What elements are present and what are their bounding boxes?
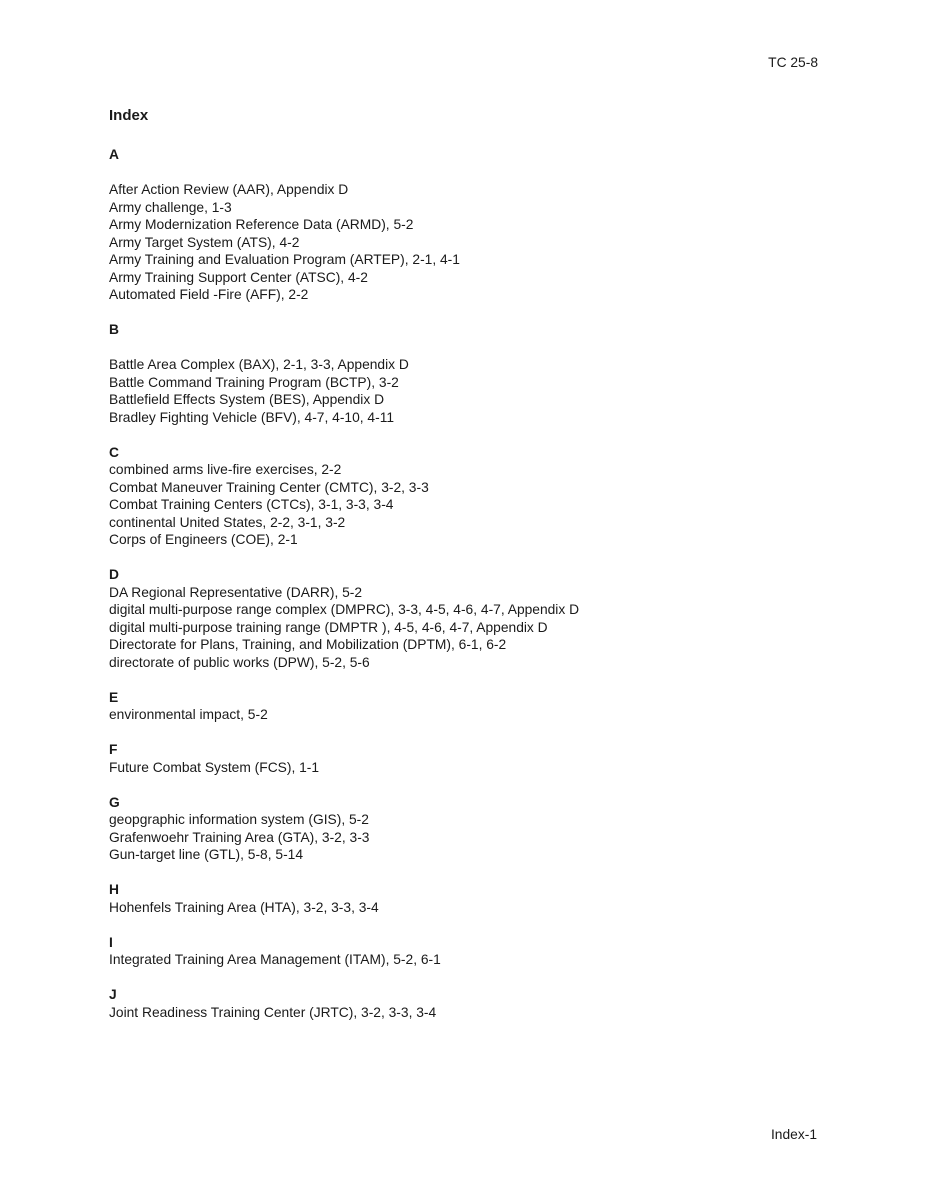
section-letter: D [109, 567, 119, 582]
index-entry: Army Training Support Center (ATSC), 4-2 [109, 269, 368, 285]
index-entry: Hohenfels Training Area (HTA), 3-2, 3-3, 3-4 [109, 899, 379, 915]
index-entry: Integrated Training Area Management (ITAM), 5-2, 6-1 [109, 952, 441, 967]
section-entries [109, 706, 829, 724]
index-entry: environmental impact, 5-2 [109, 707, 268, 722]
section-entries [109, 584, 829, 672]
index-section [109, 986, 829, 1021]
section-entries [109, 899, 829, 917]
index-content [109, 107, 829, 1021]
index-entry: Corps of Engineers (COE), 2-1 [109, 532, 298, 547]
index-entry: Battle Area Complex (BAX), 2-1, 3-3, Appendix D [109, 357, 409, 372]
index-entry: Army challenge, 1-3 [109, 199, 232, 215]
index-entry: digital multi-purpose training range (DMPTR ), 4-5, 4-6, 4-7, Appendix D [109, 619, 548, 635]
index-entry: Automated Field -Fire (AFF), 2-2 [109, 287, 309, 302]
index-entry: Battle Command Training Program (BCTP), 3-2 [109, 374, 399, 390]
index-entry: geopgraphic information system (GIS), 5-2 [109, 812, 369, 827]
index-entry: combined arms live-fire exercises, 2-2 [109, 462, 342, 477]
section-letter: H [109, 882, 119, 897]
index-entry: directorate of public works (DPW), 5-2, 5-6 [109, 654, 370, 670]
index-section [109, 321, 829, 426]
index-entry: Future Combat System (FCS), 1-1 [109, 759, 320, 775]
index-section [109, 566, 829, 671]
section-entries [109, 356, 829, 426]
index-section [109, 444, 829, 549]
section-entries [109, 811, 829, 864]
page-title: Index [109, 107, 149, 124]
section-entries [109, 1004, 829, 1022]
index-entry: continental United States, 2-2, 3-1, 3-2 [109, 514, 346, 530]
index-entry: Battlefield Effects System (BES), Appendix D [109, 392, 385, 407]
section-letter: G [109, 794, 120, 810]
section-letter: F [109, 742, 118, 757]
index-section [109, 146, 829, 304]
index-entry: Grafenwoehr Training Area (GTA), 3-2, 3-3 [109, 829, 370, 845]
section-entries [109, 759, 829, 777]
index-entry: Army Training and Evaluation Program (ARTEP), 2-1, 4-1 [109, 252, 460, 267]
section-entries [109, 461, 829, 549]
index-entry: Army Modernization Reference Data (ARMD), 5-2 [109, 217, 414, 232]
doc-number: TC 25-8 [768, 55, 818, 70]
index-entry: Combat Maneuver Training Center (CMTC), 3-2, 3-3 [109, 479, 429, 495]
index-section [109, 881, 829, 916]
section-letter: C [109, 444, 119, 460]
section-letter: I [109, 934, 113, 950]
index-section [109, 794, 829, 864]
section-letter: A [109, 147, 119, 162]
index-sections [109, 146, 829, 1021]
page-number: Index-1 [770, 1127, 817, 1142]
index-entry: digital multi-purpose range complex (DMPRC), 3-3, 4-5, 4-6, 4-7, Appendix D [109, 602, 580, 617]
index-entry: Army Target System (ATS), 4-2 [109, 234, 300, 250]
index-entry: Joint Readiness Training Center (JRTC), 3-2, 3-3, 3-4 [109, 1004, 437, 1020]
section-letter: B [109, 322, 119, 337]
section-entries [109, 181, 829, 304]
section-letter: E [109, 689, 119, 705]
index-section [109, 741, 829, 776]
index-entry: DA Regional Representative (DARR), 5-2 [109, 584, 363, 600]
index-entry: Combat Training Centers (CTCs), 3-1, 3-3, 3-4 [109, 497, 394, 512]
section-letter: J [109, 987, 117, 1002]
index-entry: Bradley Fighting Vehicle (BFV), 4-7, 4-10, 4-11 [109, 409, 395, 425]
index-section [109, 689, 829, 724]
section-entries [109, 951, 829, 969]
index-entry: Directorate for Plans, Training, and Mobilization (DPTM), 6-1, 6-2 [109, 637, 507, 652]
index-section [109, 934, 829, 969]
index-entry: After Action Review (AAR), Appendix D [109, 182, 349, 197]
index-entry: Gun-target line (GTL), 5-8, 5-14 [109, 847, 304, 862]
